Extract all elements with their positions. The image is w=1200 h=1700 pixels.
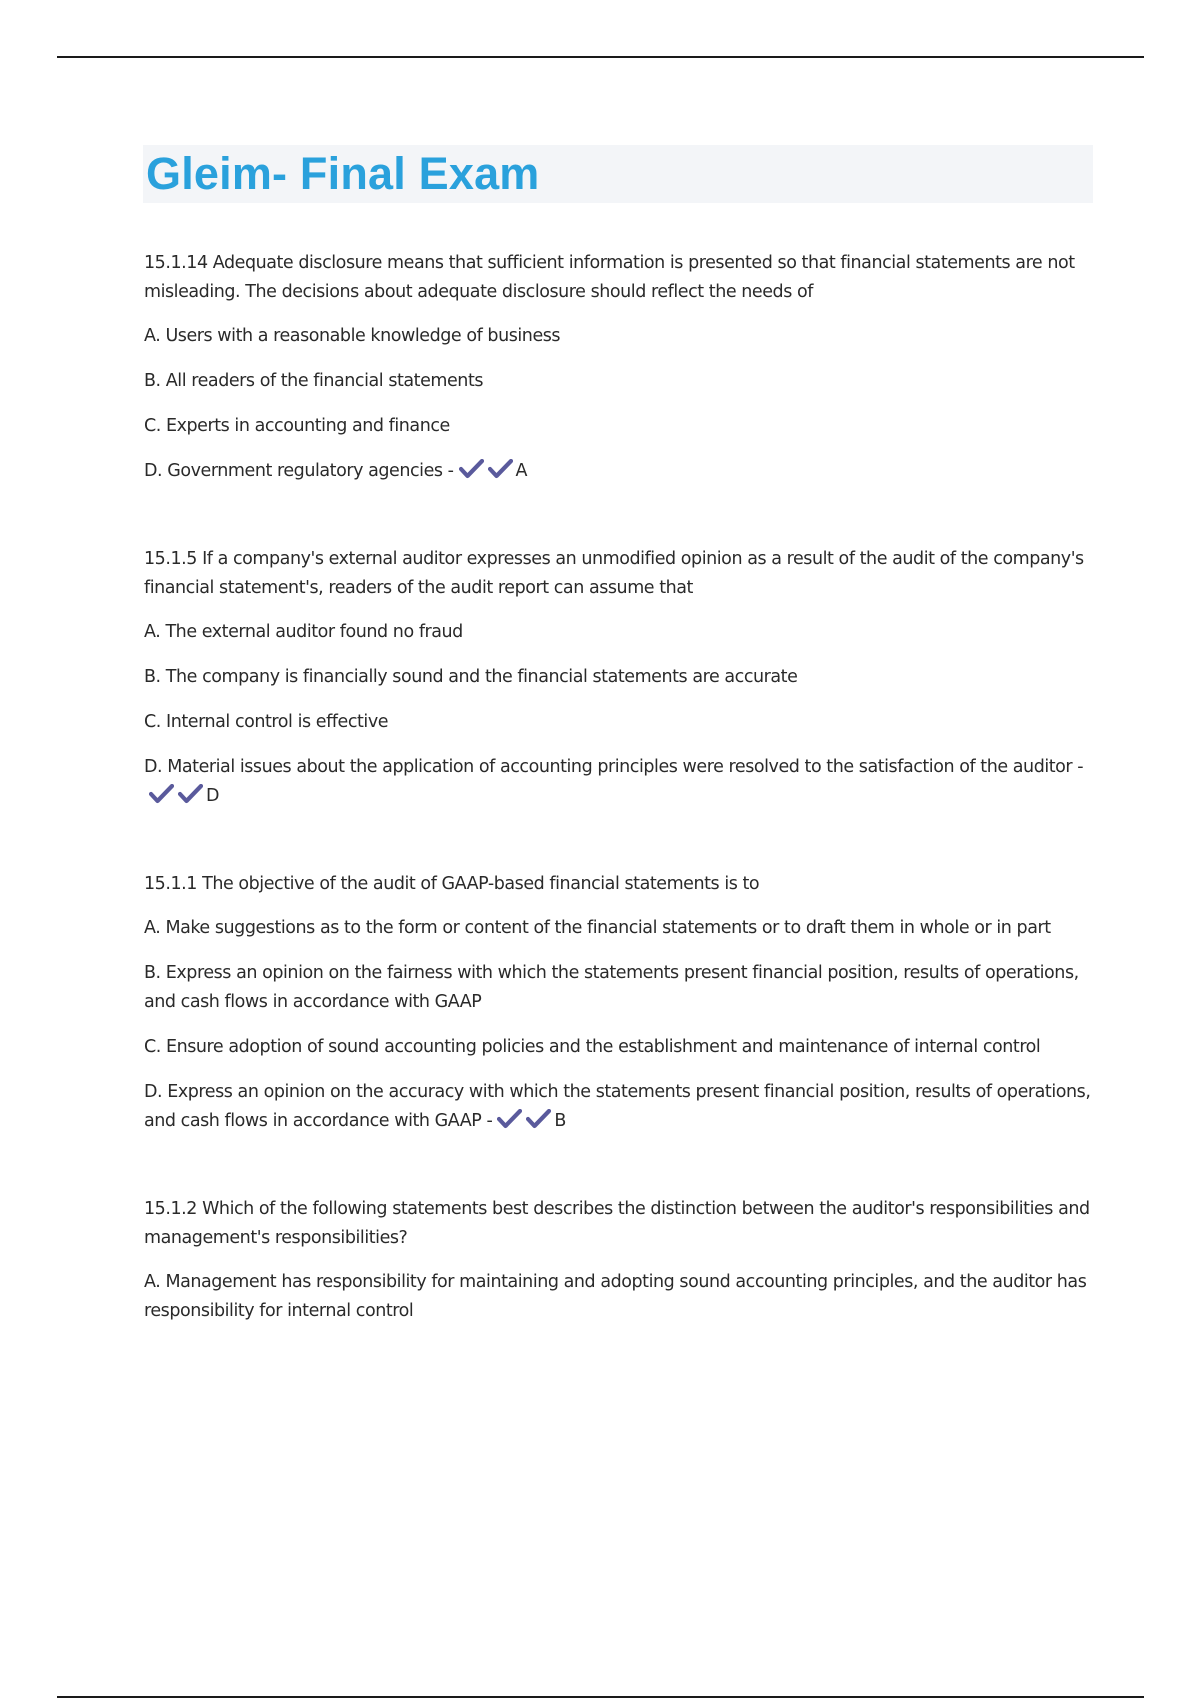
check-icon	[459, 459, 484, 479]
answer-option-text: D. Material issues about the application of accounting principles were resolved to the satisfaction of the auditor -	[144, 757, 1084, 777]
answer-option-text: D. Express an opinion on the accuracy with which the statements present financial position, results of operations, and cash flows in accordance with GAAP -	[144, 1082, 1091, 1131]
page-top-rule	[57, 56, 1144, 58]
answer-option-text: D. Government regulatory agencies -	[144, 461, 454, 481]
question-text: 15.1.14 Adequate disclosure means that sufficient information is presented so that financial statements are not misleading. The decisions about adequate disclosure should reflect the needs of	[144, 253, 1075, 302]
answer-option: A. Make suggestions as to the form or content of the financial statements or to draft them in whole or in part	[144, 918, 1051, 938]
check-icon	[178, 784, 203, 804]
question-text: 15.1.1 The objective of the audit of GAAP-based financial statements is to	[144, 874, 760, 894]
question-block	[144, 545, 1094, 811]
answer-option: A. Management has responsibility for maintaining and adopting sound accounting principles, and the auditor has responsibility for internal control	[144, 1272, 1087, 1321]
answer-key	[492, 1111, 566, 1131]
page-bottom-rule	[57, 1696, 1144, 1698]
question-text: 15.1.2 Which of the following statements best describes the distinction between the auditor's responsibilities and management's responsibilities?	[144, 1199, 1090, 1248]
correct-answer-letter: D	[206, 786, 220, 806]
document-body	[144, 145, 1094, 1385]
question-block	[144, 1195, 1094, 1326]
answer-option-with-key	[144, 457, 1094, 486]
answer-option: C. Internal control is effective	[144, 712, 389, 732]
check-icon	[526, 1109, 551, 1129]
correct-answer-letter: B	[554, 1111, 566, 1131]
title-band	[143, 145, 1093, 203]
question-block	[144, 870, 1094, 1136]
check-icon	[497, 1109, 522, 1129]
page-title: Gleim- Final Exam	[146, 148, 540, 199]
correct-answer-letter: A	[515, 461, 528, 481]
answer-option: B. All readers of the financial statements	[144, 371, 484, 391]
answer-option-with-key	[144, 753, 1094, 811]
answer-option: C. Ensure adoption of sound accounting policies and the establishment and maintenance of internal control	[144, 1037, 1041, 1057]
check-icon	[149, 784, 174, 804]
answer-option: C. Experts in accounting and finance	[144, 416, 450, 436]
answer-key	[144, 786, 219, 806]
answer-option: B. Express an opinion on the fairness with which the statements present financial position, results of operations, and cash flows in accordance with GAAP	[144, 963, 1079, 1012]
answer-option: A. Users with a reasonable knowledge of business	[144, 326, 561, 346]
answer-key	[454, 461, 528, 481]
question-text: 15.1.5 If a company's external auditor expresses an unmodified opinion as a result of the audit of the company's financial statement's, readers of the audit report can assume that	[144, 549, 1084, 598]
answer-option: A. The external auditor found no fraud	[144, 622, 463, 642]
check-icon	[488, 459, 513, 479]
question-block	[144, 249, 1094, 486]
answer-option: B. The company is financially sound and the financial statements are accurate	[144, 667, 798, 687]
answer-option-with-key	[144, 1078, 1094, 1136]
